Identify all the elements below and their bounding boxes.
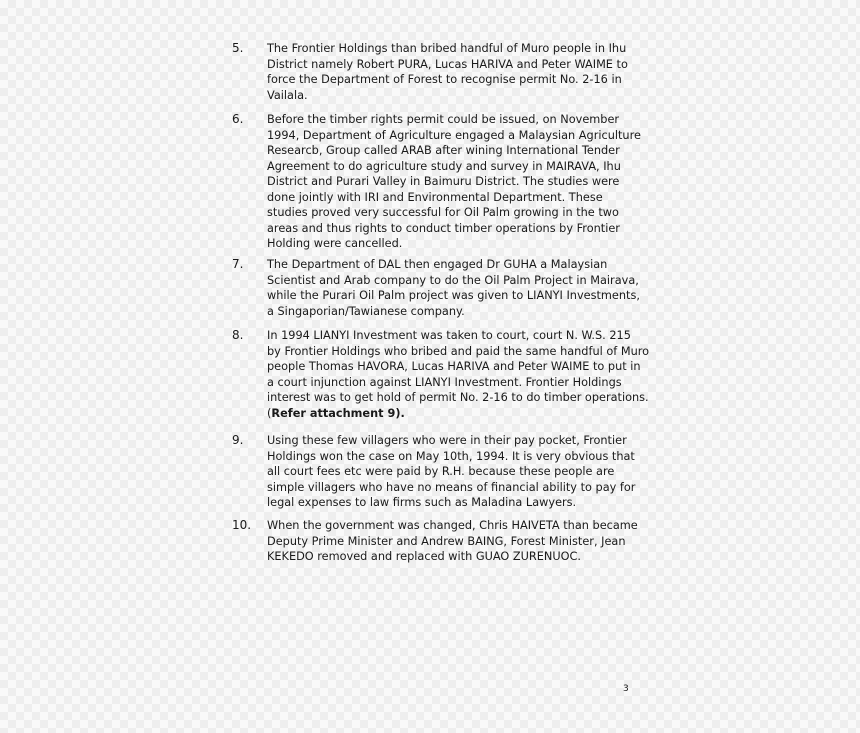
paragraph-number: 5. — [232, 41, 244, 55]
paragraph-line: people Thomas HAVORA, Lucas HARIVA and Peter WAIME to put in — [267, 360, 641, 373]
attachment-open-paren: ( — [267, 406, 272, 420]
paragraph-line: Before the timber rights permit could be issued, on November — [267, 113, 620, 126]
paragraph-line: Scientist and Arab company to do the Oil Palm Project in Mairava, — [267, 273, 639, 287]
paragraph-line: District namely Robert PURA, Lucas HARIVA and Peter WAIME to — [267, 57, 628, 71]
paragraph-line: areas and thus rights to conduct timber operations by Frontier — [267, 221, 620, 235]
paragraph-line: done jointly with IRI and Environmental Department. These — [267, 190, 603, 204]
paragraph-line: The Frontier Holdings than bribed handful of Muro people in Ihu — [267, 42, 627, 55]
paragraph-line: Using these few villagers who were in their pay pocket, Frontier — [267, 434, 627, 447]
paragraph-line: while the Purari Oil Palm project was given to LIANYI Investments, — [267, 289, 640, 302]
paragraph-line: The Department of DAL then engaged Dr GUHA a Malaysian — [267, 258, 608, 271]
paragraph-text — [267, 112, 647, 252]
paragraph-line: Holdings won the case on May 10th, 1994. It is very obvious that — [267, 449, 635, 463]
paragraph-text — [267, 257, 647, 319]
paragraph-line: District and Purari Valley in Baimuru District. The studies were — [267, 175, 620, 188]
page-number: 3 — [623, 684, 629, 694]
paragraph-line: KEKEDO removed and replaced with GUAO ZURENUOC. — [267, 550, 581, 563]
paragraph-text — [267, 433, 647, 511]
paragraph-line: all court fees etc were paid by R.H. because these people are — [267, 465, 615, 478]
paragraph-line: Deputy Prime Minister and Andrew BAING, Forest Minister, Jean — [267, 534, 626, 548]
paragraph-line: Holding were cancelled. — [267, 237, 403, 250]
paragraph-line: studies proved very successful for Oil Palm growing in the two — [267, 206, 619, 219]
paragraph-line: In 1994 LIANYI Investment was taken to court, court N. W.S. 215 — [267, 329, 631, 342]
paragraph-text — [267, 41, 647, 103]
paragraph-line: a Singaporian/Tawianese company. — [267, 304, 465, 318]
paragraph-line: Agreement to do agriculture study and survey in MAIRAVA, Ihu — [267, 159, 621, 173]
paragraph-line: by Frontier Holdings who bribed and paid the same handful of Muro — [267, 344, 650, 358]
paragraph-line: simple villagers who have no means of financial ability to pay for — [267, 480, 636, 494]
attachment-reference: Refer attachment 9). — [271, 406, 405, 420]
paragraph-line: Vailala. — [267, 88, 308, 102]
paragraph-line-attachment — [267, 406, 647, 422]
paragraph-line: Researcb, Group called ARAB after wining International Tender — [267, 144, 620, 157]
paragraph-text — [267, 328, 650, 421]
paragraph-line: 1994, Department of Agriculture engaged a Malaysian Agriculture — [267, 128, 641, 142]
paragraph-number: 7. — [232, 257, 244, 271]
paragraph-line: a court injunction against LIANYI Investment. Frontier Holdings — [267, 375, 622, 389]
paragraph-line: interest was to get hold of permit No. 2-16 to do timber operations. — [267, 391, 649, 404]
paragraph-number: 9. — [232, 433, 244, 447]
paragraph-number: 6. — [232, 112, 244, 126]
paragraph-line: When the government was changed, Chris HAIVETA than became — [267, 519, 638, 532]
paragraph-text — [267, 518, 647, 565]
paragraph-number: 8. — [232, 328, 244, 342]
paragraph-number: 10. — [232, 518, 252, 532]
paragraph-line: legal expenses to law firms such as Maladina Lawyers. — [267, 496, 577, 509]
paragraph-line: force the Department of Forest to recognise permit No. 2-16 in — [267, 73, 622, 86]
